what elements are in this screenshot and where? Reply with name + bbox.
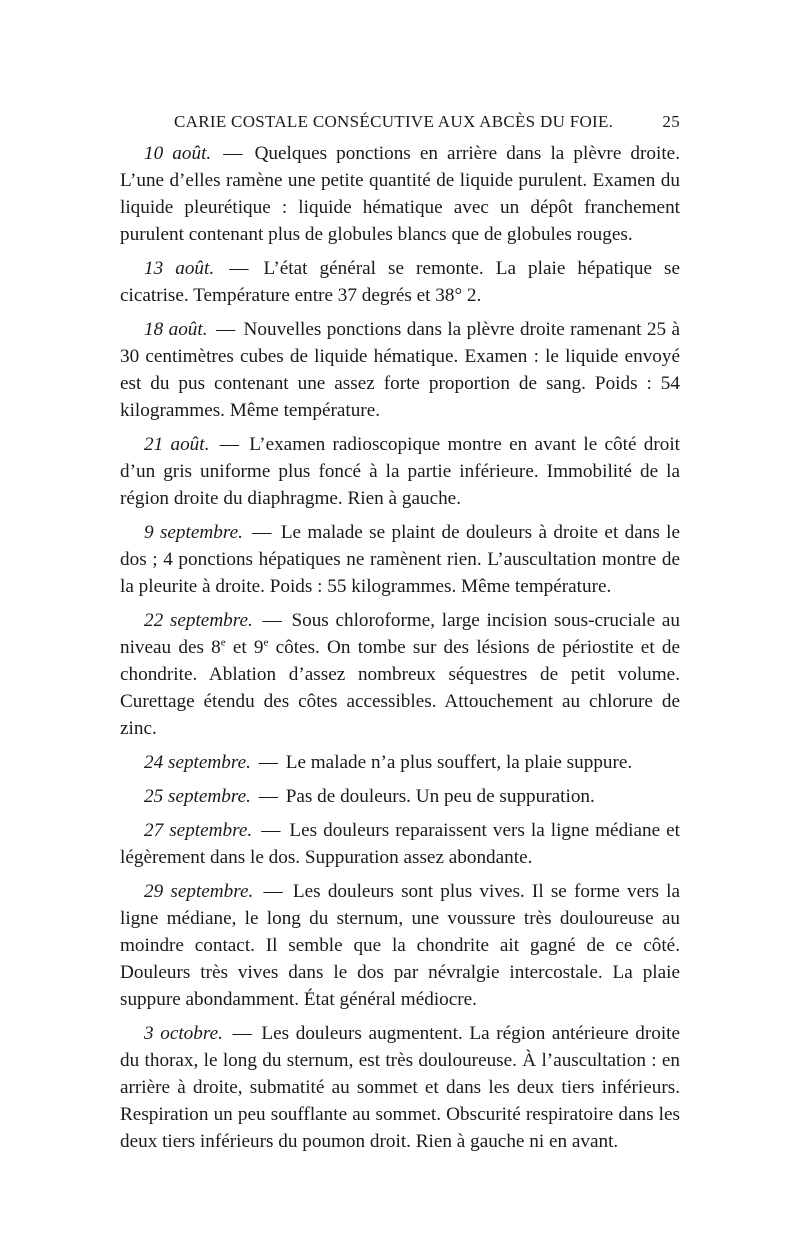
em-dash: — [258, 752, 278, 773]
em-dash: — [252, 522, 272, 543]
running-header [120, 112, 680, 132]
em-dash: — [262, 610, 282, 631]
entry-text: L’état général se remonte. La plaie hépatique se cicatrise. Température entre 37 degrés et 38° 2. [120, 258, 680, 306]
entry-text: Les douleurs reparaissent vers la ligne médiane et légèrement dans le dos. Suppuration assez abondante. [120, 820, 680, 868]
entry-date: 10 août. [144, 143, 212, 164]
entry-9-septembre [120, 519, 680, 600]
em-dash: — [229, 258, 249, 279]
entry-date: 3 octobre. [144, 1023, 223, 1044]
entry-29-septembre [120, 878, 680, 1013]
entry-3-octobre [120, 1020, 680, 1155]
entry-date: 13 août. [144, 258, 215, 279]
entry-date: 21 août. [144, 434, 210, 455]
entry-22-septembre [120, 607, 680, 742]
em-dash: — [261, 820, 281, 841]
entry-10-aout [120, 140, 680, 248]
page-number: 25 [662, 112, 680, 131]
em-dash: — [258, 786, 278, 807]
entry-date: 27 septembre. [144, 820, 253, 841]
em-dash: — [215, 319, 236, 340]
entry-date: 24 septembre. [144, 752, 251, 773]
entry-date: 18 août. [144, 319, 208, 340]
book-page [120, 112, 680, 1162]
entry-text: et 9 [225, 637, 264, 658]
entry-text: Nouvelles ponctions dans la plèvre droite ramenant 25 à 30 centimètres cubes de liquide hématique. Examen : le liquide envoyé est du pus contenant une assez forte proportion de sang. Poids : 54 kilogrammes. Même température. [120, 319, 681, 421]
entry-24-septembre [120, 749, 680, 776]
entry-text: Sous chloroforme, large incision sous-cruciale au niveau des 8 [120, 610, 680, 658]
em-dash: — [223, 143, 243, 164]
em-dash: — [219, 434, 239, 455]
entry-date: 25 septembre. [144, 786, 251, 807]
superscript: e [220, 636, 226, 649]
entry-text: Le malade se plaint de douleurs à droite et dans le dos ; 4 ponctions hépatiques ne ramènent rien. L’auscultation montre de la pleurite à droite. Poids : 55 kilogrammes. Même température. [120, 522, 680, 597]
entry-date: 9 septembre. [144, 522, 243, 543]
entry-25-septembre [120, 783, 680, 810]
entry-text: Quelques ponctions en arrière dans la plèvre droite. L’une d’elles ramène une petite quantité de liquide purulent. Examen du liquide pleurétique : liquide hématique avec un dépôt franchement purulent contenant plus de globules blancs que de globules rouges. [120, 143, 680, 245]
entry-13-aout [120, 255, 680, 309]
entry-text: Les douleurs sont plus vives. Il se forme vers la ligne médiane, le long du sternum, une voussure très douloureuse au moindre contact. Il semble que la chondrite ait gagné de ce côté. Douleurs très vives dans le dos par névralgie intercostale. La plaie suppure abondamment. État général médiocre. [120, 881, 681, 1010]
entry-18-aout [120, 316, 680, 424]
chapter-title: CARIE COSTALE CONSÉCUTIVE AUX ABCÈS DU FOIE. [174, 112, 614, 131]
entry-21-aout [120, 431, 680, 512]
em-dash: — [232, 1023, 252, 1044]
entry-text: L’examen radioscopique montre en avant le côté droit d’un gris uniforme plus foncé à la partie inférieure. Immobilité de la région droite du diaphragme. Rien à gauche. [120, 434, 681, 509]
entry-text: Le malade n’a plus souffert, la plaie suppure. [285, 752, 633, 773]
entry-text: Les douleurs augmentent. La région antérieure droite du thorax, le long du sternum, est très douloureuse. À l’auscultation : en arrière à droite, submatité au sommet et dans les deux tiers inférieurs. Respiration un peu soufflante au sommet. Obscurité respiratoire dans les deux tiers inférieurs du poumon droit. Rien à gauche ni en avant. [120, 1023, 681, 1152]
em-dash: — [263, 881, 283, 902]
superscript: e [263, 636, 269, 649]
entry-date: 22 septembre. [144, 610, 253, 631]
entry-27-septembre [120, 817, 680, 871]
entry-date: 29 septembre. [144, 881, 254, 902]
entry-text: côtes. On tombe sur des lésions de périostite et de chondrite. Ablation d’assez nombreux séquestres de petit volume. Curettage étendu des côtes accessibles. Attouchement au chlorure de zinc. [120, 637, 680, 739]
entry-text: Pas de douleurs. Un peu de suppuration. [285, 786, 595, 807]
